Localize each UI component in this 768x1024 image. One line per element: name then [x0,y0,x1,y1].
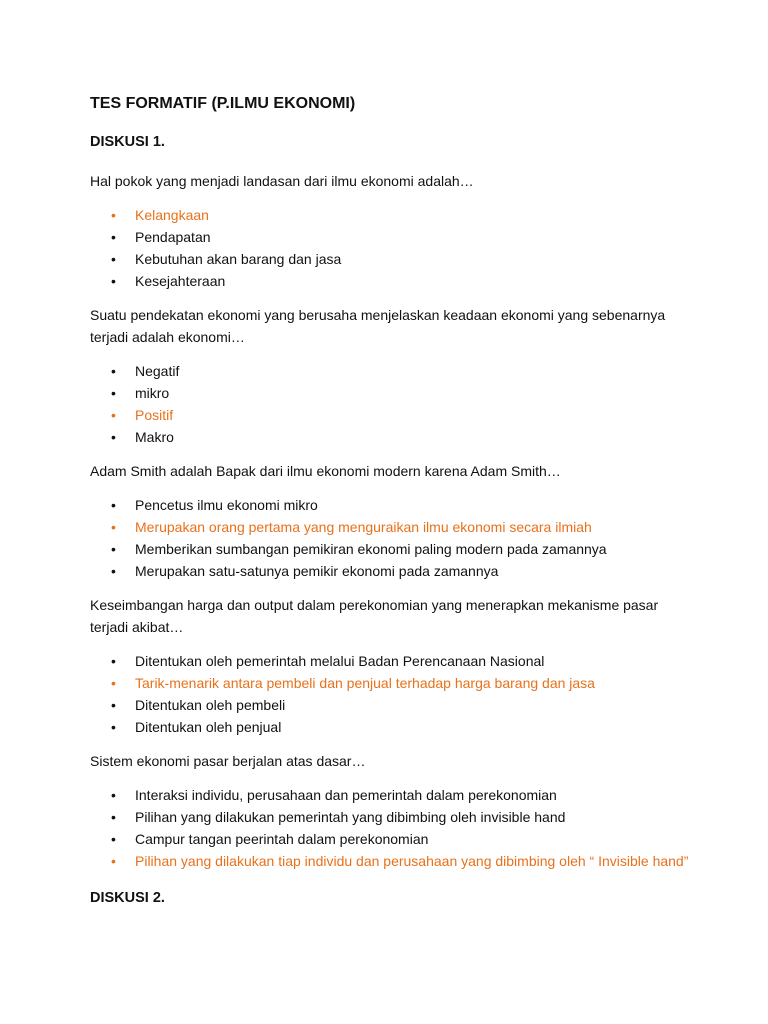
answer-option [90,560,690,582]
question-text: Keseimbangan harga dan output dalam perekonomian yang menerapkan mekanisme pasar terjadi akibat… [90,597,659,635]
option-text: Kesejahteraan [135,273,226,289]
document-content [90,94,690,926]
bullet-icon: • [111,273,116,289]
answer-option-highlighted [90,516,690,538]
option-text: Makro [135,429,174,445]
question-text: Adam Smith adalah Bapak dari ilmu ekonomi modern karena Adam Smith… [90,463,561,479]
option-text: Pencetus ilmu ekonomi mikro [135,497,318,513]
section-heading: DISKUSI 1. [90,134,165,150]
document-title: TES FORMATIF (P.ILMU EKONOMI) [90,95,356,112]
option-text: Pilihan yang dilakukan pemerintah yang dibimbing oleh invisible hand [135,809,566,825]
bullet-icon: • [111,363,116,379]
answer-option-highlighted [90,850,690,872]
option-text: Ditentukan oleh pembeli [135,697,286,713]
answer-option [90,426,690,448]
answer-option [90,538,690,560]
answer-option [90,226,690,248]
bullet-icon: • [111,229,116,245]
answer-option-highlighted [90,204,690,226]
option-text: Kelangkaan [135,207,209,223]
bullet-icon: • [111,853,116,869]
option-text: Pilihan yang dilakukan tiap individu dan perusahaan yang dibimbing oleh “ Invisible hand” [135,853,689,869]
bullet-icon: • [111,407,116,423]
answer-option [90,806,690,828]
answer-option [90,716,690,738]
bullet-icon: • [111,497,116,513]
option-text: Merupakan satu-satunya pemikir ekonomi pada zamannya [135,563,499,579]
bullet-icon: • [111,429,116,445]
option-text: Positif [135,407,174,423]
answer-option-highlighted [90,672,690,694]
answer-option [90,784,690,806]
answer-options-list [90,494,690,582]
answer-option [90,650,690,672]
bullet-icon: • [111,541,116,557]
bullet-icon: • [111,251,116,267]
bullet-icon: • [111,563,116,579]
option-text: Pendapatan [135,229,211,245]
question-text: Suatu pendekatan ekonomi yang berusaha menjelaskan keadaan ekonomi yang sebenarnya terjadi adalah ekonomi… [90,307,666,345]
bullet-icon: • [111,675,116,691]
question-text: Hal pokok yang menjadi landasan dari ilmu ekonomi adalah… [90,173,474,189]
option-text: Merupakan orang pertama yang menguraikan ilmu ekonomi secara ilmiah [135,519,592,535]
bullet-icon: • [111,787,116,803]
bullet-icon: • [111,831,116,847]
answer-option [90,828,690,850]
bullet-icon: • [111,207,116,223]
option-text: Kebutuhan akan barang dan jasa [135,251,342,267]
option-text: Ditentukan oleh pemerintah melalui Badan Perencanaan Nasional [135,653,545,669]
bullet-icon: • [111,653,116,669]
option-text: Memberikan sumbangan pemikiran ekonomi paling modern pada zamannya [135,541,607,557]
section-heading: DISKUSI 2. [90,890,165,906]
option-text: mikro [135,385,170,401]
option-text: Campur tangan peerintah dalam perekonomian [135,831,429,847]
answer-option [90,694,690,716]
option-text: Interaksi individu, perusahaan dan pemerintah dalam perekonomian [135,787,557,803]
answer-option [90,360,690,382]
bullet-icon: • [111,697,116,713]
bullet-icon: • [111,519,116,535]
answer-option [90,248,690,270]
answer-option [90,270,690,292]
option-text: Tarik-menarik antara pembeli dan penjual terhadap harga barang dan jasa [135,675,595,691]
option-text: Negatif [135,363,180,379]
answer-options-list [90,650,690,738]
answer-options-list [90,784,690,872]
bullet-icon: • [111,719,116,735]
answer-option [90,382,690,404]
bullet-icon: • [111,809,116,825]
bullet-icon: • [111,385,116,401]
answer-options-list [90,360,690,448]
answer-option-highlighted [90,404,690,426]
option-text: Ditentukan oleh penjual [135,719,282,735]
answer-option [90,494,690,516]
question-text: Sistem ekonomi pasar berjalan atas dasar… [90,753,366,769]
answer-options-list [90,204,690,292]
